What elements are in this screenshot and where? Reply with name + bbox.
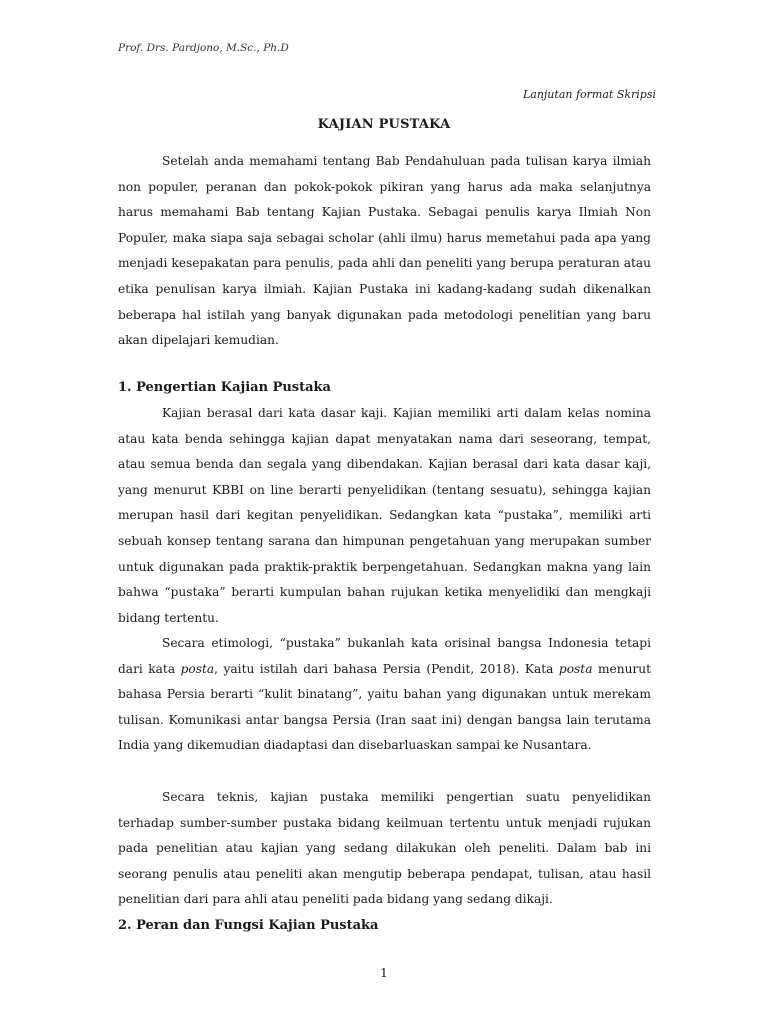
paragraph-2-italic-posta-2: posta (558, 661, 593, 676)
paragraph-2-text-c: menurut bahasa Persia berarti “kulit binatang”, yaitu bahan yang digunakan untuk merekam tulisan. Komunikasi antar bangsa Persia (Iran saat ini) dengan bangsa lain terutama India yang dikemudian diadaptasi dan disebarluaskan sampai ke Nusantara. (118, 661, 651, 753)
page-title: KAJIAN PUSTAKA (317, 117, 451, 132)
paragraph-2-text-a: Secara etimologi, “pustaka” bukanlah kata orisinal bangsa Indonesia tetapi dari kata (118, 636, 651, 676)
section-1-paragraph-3: Secara teknis, kajian pustaka memiliki pengertian suatu penyelidikan terhadap sumber-sumber pustaka bidang keilmuan tertentu untuk menjadi rujukan pada penelitian atau kajian yang sedang dilakukan oleh peneliti. Dalam bab ini seorang penulis atau peneliti akan mengutip beberapa pendapat, tulisan, atau hasil penelitian dari para ahli atau peneliti pada bidang yang sedang dikaji. (118, 790, 651, 907)
header-author: Prof. Drs. Pardjono, M.Sc., Ph.D (118, 42, 289, 54)
paragraph-2-text-b: , yaitu istilah dari bahasa Persia (Pendit, 2018). Kata (214, 661, 559, 676)
paragraph-2-italic-posta-1: posta (180, 661, 215, 676)
section-1-paragraph-2 (118, 631, 651, 759)
section-1-paragraph-1: Kajian berasal dari kata dasar kaji. Kajian memiliki arti dalam kelas nomina atau kata benda sehingga kajian dapat menyatakan nama dari seseorang, tempat, atau semua benda dan segala yang dibendakan. Kajian berasal dari kata dasar kaji, yang menurut KBBI on line berarti penyelidikan (tentang sesuatu), sehingga kajian merupan hasil dari kegitan penyelidikan. Sedangkan kata “pustaka”, memiliki arti sebuah konsep tentang sarana dan himpunan pengetahuan yang merupakan sumber untuk digunakan pada praktik-praktik berpengetahuan. Sedangkan makna yang lain bahwa “pustaka” berarti kumpulan bahan rujukan ketika menyelidiki dan mengkaji bidang tertentu. (118, 406, 651, 625)
section-2-heading: 2. Peran dan Fungsi Kajian Pustaka (118, 918, 379, 933)
header-section-note: Lanjutan format Skripsi (522, 88, 656, 101)
section-1-heading: 1. Pengertian Kajian Pustaka (118, 380, 331, 395)
intro-paragraph: Setelah anda memahami tentang Bab Pendahuluan pada tulisan karya ilmiah non populer, peranan dan pokok-pokok pikiran yang harus ada maka selanjutnya harus memahami Bab tentang Kajian Pustaka. Sebagai penulis karya Ilmiah Non Populer, maka siapa saja sebagai scholar (ahli ilmu) harus memetahui pada apa yang menjadi kesepakatan para penulis, pada ahli dan peneliti yang berupa peraturan atau etika penulisan karya ilmiah. Kajian Pustaka ini kadang-kadang sudah dikenalkan beberapa hal istilah yang banyak digunakan pada metodologi penelitian yang baru akan dipelajari kemudian. (118, 154, 651, 348)
page-number: 1 (380, 966, 388, 980)
